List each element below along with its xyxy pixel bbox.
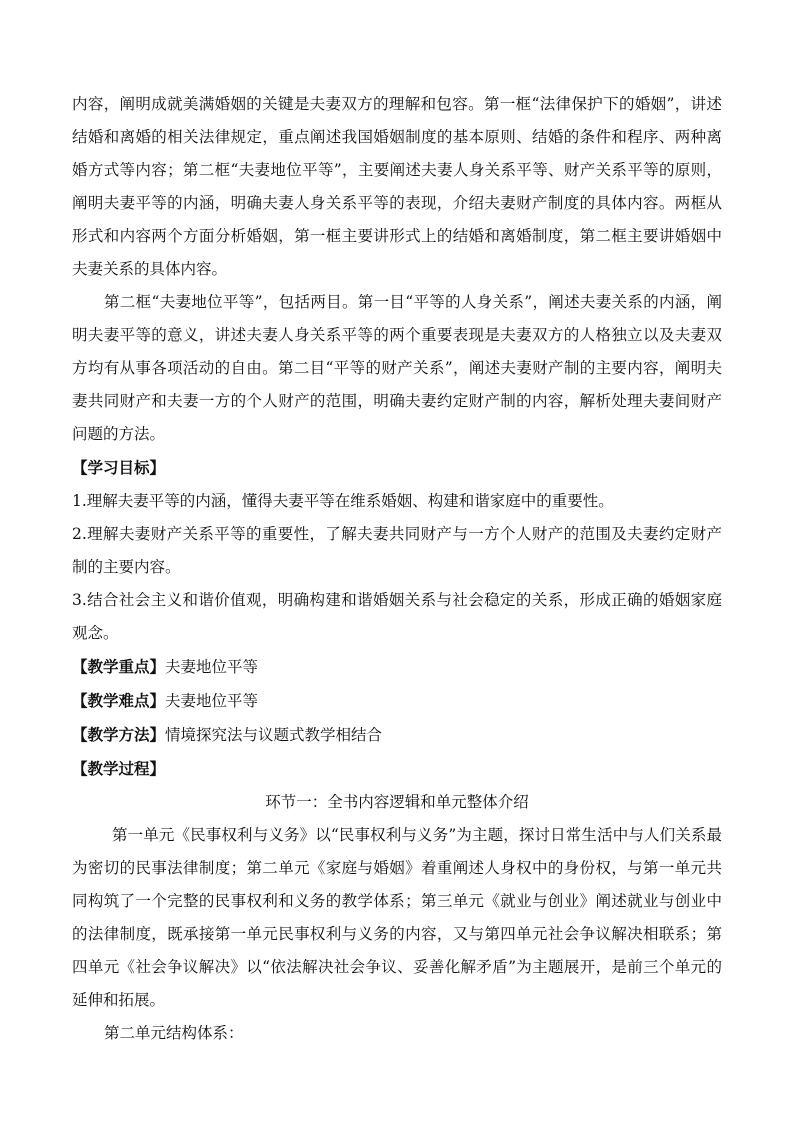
method-line (72, 718, 722, 752)
process-heading (72, 752, 722, 786)
process-heading-text: 【教学过程】 (72, 759, 166, 778)
method-value: 情境探究法与议题式教学相结合 (165, 726, 383, 744)
key-point-line (72, 650, 722, 684)
difficulty-line (72, 684, 722, 718)
objective-item-2: 2.理解夫妻财产关系平等的重要性，了解夫妻共同财产与一方个人财产的范围及夫妻约定财产制的主要内容。 (72, 525, 722, 576)
method-label: 【教学方法】 (72, 725, 166, 744)
difficulty-value: 夫妻地位平等 (165, 692, 259, 710)
structure-label: 第二单元结构体系： (104, 1024, 244, 1042)
intro-paragraph-2: 第二框“夫妻地位平等”，包括两目。第一目“平等的人身关系”，阐述夫妻关系的内涵，阐明夫妻平等的意义，讲述夫妻人身关系平等的两个重要表现是夫妻双方的人格独立以及夫妻双方均有从事各项活动的自由。第二目“平等的财产关系”，阐述夫妻财产制的主要内容，阐明夫妻共同财产和夫妻一方的个人财产的范围，明确夫妻约定财产制的内容，解析处理夫妻间财产问题的方法。 (72, 293, 722, 443)
objectives-heading (72, 451, 722, 485)
intro-paragraph-1: 内容，阐明成就美满婚姻的关键是夫妻双方的理解和包容。第一框“法律保护下的婚姻”，讲述结婚和离婚的相关法律规定，重点阐述我国婚姻制度的基本原则、结婚的条件和程序、两种离婚方式等内容；第二框“夫妻地位平等”，主要阐述夫妻人身关系平等、财产关系平等的原则，阐明夫妻平等的内涵，明确夫妻人身关系平等的表现，介绍夫妻财产制度的具体内容。两框从形式和内容两个方面分析婚姻，第一框主要讲形式上的结婚和离婚制度，第二框主要讲婚姻中夫妻关系的具体内容。 (72, 95, 722, 278)
section-title: 环节一：全书内容逻辑和单元整体介绍 (265, 793, 529, 811)
difficulty-label: 【教学难点】 (72, 691, 166, 710)
objectives-heading-text: 【学习目标】 (72, 458, 166, 477)
objective-item-3: 3.结合社会主义和谐价值观，明确构建和谐婚姻关系与社会稳定的关系，形成正确的婚姻家庭观念。 (72, 591, 722, 642)
document-page (72, 88, 722, 1050)
objective-item-1: 1.理解夫妻平等的内涵，懂得夫妻平等在维系婚姻、构建和谐家庭中的重要性。 (72, 492, 614, 510)
key-point-label: 【教学重点】 (72, 657, 166, 676)
process-paragraph: 第一单元《民事权利与义务》以“民事权利与义务”为主题，探讨日常生活中与人们关系最为密切的民事法律制度；第二单元《家庭与婚姻》着重阐述人身权中的身份权，与第一单元共同构筑了一个完整的民事权利和义务的教学体系；第三单元《就业与创业》阐述就业与创业中的法律制度，既承接第一单元民事权利与义务的内容，又与第四单元社会争议解决相联系；第四单元《社会争议解决》以“依法解决社会争议、妥善化解矛盾”为主题展开，是前三个单元的延伸和拓展。 (72, 826, 722, 1009)
key-point-value: 夫妻地位平等 (165, 658, 259, 676)
